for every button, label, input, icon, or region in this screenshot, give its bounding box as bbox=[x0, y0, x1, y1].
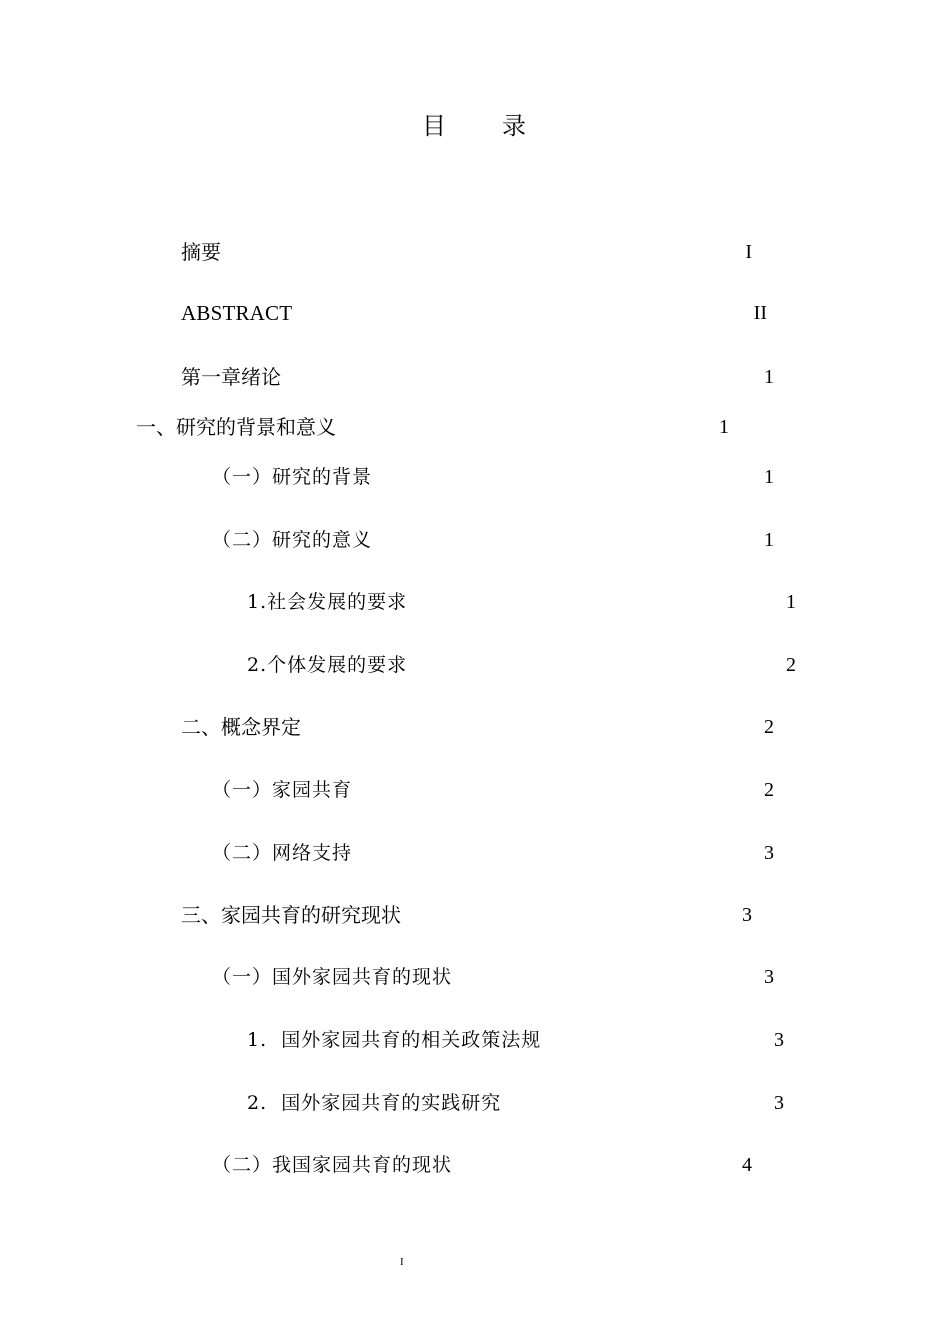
toc-leader-dots bbox=[454, 962, 762, 992]
toc-page-number: 1 bbox=[764, 466, 774, 488]
toc-leader-dots bbox=[374, 462, 762, 492]
toc-entry-label: 摘要 bbox=[181, 240, 221, 264]
toc-leader-dots bbox=[338, 412, 717, 442]
toc-page-number: 3 bbox=[764, 842, 774, 864]
toc-entry-label: 1. 国外家园共育的相关政策法规 bbox=[247, 1029, 542, 1051]
toc-leader-dots bbox=[223, 237, 743, 267]
toc-leader-dots bbox=[354, 775, 762, 805]
toc-entry-section-2-1[interactable] bbox=[212, 775, 774, 805]
toc-entry-section-3-1-2[interactable] bbox=[247, 1088, 784, 1118]
toc-page-number: II bbox=[753, 302, 767, 324]
toc-entry-section-2-2[interactable] bbox=[212, 838, 774, 868]
toc-entry-label: 2. 国外家园共育的实践研究 bbox=[247, 1092, 502, 1114]
toc-page-number: 4 bbox=[742, 1154, 752, 1176]
toc-entry-label: ABSTRACT bbox=[181, 301, 293, 325]
toc-entry-label: （二）网络支持 bbox=[212, 842, 353, 864]
toc-page-number: 1 bbox=[719, 416, 729, 438]
toc-entry-label: （二）我国家园共育的现状 bbox=[212, 1154, 453, 1176]
page-footer-number: I bbox=[400, 1256, 404, 1268]
toc-leader-dots bbox=[403, 900, 740, 930]
toc-leader-dots bbox=[409, 587, 784, 617]
toc-entry-label: 二、概念界定 bbox=[181, 715, 301, 739]
title-char-2: 录 bbox=[502, 112, 528, 140]
toc-entry-label: 第一章绪论 bbox=[181, 365, 281, 389]
toc-entry-chapter-1[interactable] bbox=[181, 362, 774, 392]
toc-page-number: 1 bbox=[764, 366, 774, 388]
toc-entry-section-3-1-1[interactable] bbox=[247, 1025, 784, 1055]
toc-leader-dots bbox=[283, 362, 762, 392]
toc-leader-dots bbox=[374, 525, 762, 555]
toc-page-number: 3 bbox=[774, 1029, 784, 1051]
toc-leader-dots bbox=[303, 712, 762, 742]
toc-entry-label: 2.个体发展的要求 bbox=[247, 654, 408, 676]
toc-entry-section-1-2[interactable] bbox=[212, 525, 774, 555]
toc-page-number: 3 bbox=[742, 904, 752, 926]
toc-entry-section-1-1[interactable] bbox=[212, 462, 774, 492]
page-title bbox=[0, 106, 950, 141]
toc-page-number: 2 bbox=[786, 654, 796, 676]
toc-leader-dots bbox=[503, 1088, 772, 1118]
toc-entry-section-1[interactable] bbox=[136, 412, 729, 442]
toc-entry-section-3-2[interactable] bbox=[212, 1150, 752, 1180]
toc-entry-label: 一、研究的背景和意义 bbox=[136, 415, 336, 439]
toc-leader-dots bbox=[409, 650, 784, 680]
title-char-1: 目 bbox=[422, 112, 448, 140]
toc-entry-label: 1.社会发展的要求 bbox=[247, 591, 408, 613]
toc-page-number: 3 bbox=[764, 966, 774, 988]
toc-page-number: 1 bbox=[786, 591, 796, 613]
toc-entry-label: （一）国外家园共育的现状 bbox=[212, 966, 453, 988]
toc-entry-label: 三、家园共育的研究现状 bbox=[181, 903, 401, 927]
toc-entry-section-2[interactable] bbox=[181, 712, 774, 742]
toc-page-number: 3 bbox=[774, 1092, 784, 1114]
toc-entry-section-3-1[interactable] bbox=[212, 962, 774, 992]
toc-entry-section-1-2-1[interactable] bbox=[247, 587, 796, 617]
toc-page-number: 2 bbox=[764, 779, 774, 801]
toc-leader-dots bbox=[543, 1025, 772, 1055]
toc-page-number: 1 bbox=[764, 529, 774, 551]
toc-entry-abstract-en[interactable] bbox=[181, 298, 767, 328]
toc-entry-abstract-cn[interactable] bbox=[181, 237, 752, 267]
toc-page-number: I bbox=[745, 241, 752, 263]
toc-page-number: 2 bbox=[764, 716, 774, 738]
toc-entry-label: （一）家园共育 bbox=[212, 779, 353, 801]
toc-leader-dots bbox=[294, 298, 751, 328]
toc-entry-label: （二）研究的意义 bbox=[212, 529, 373, 551]
toc-leader-dots bbox=[354, 838, 762, 868]
toc-leader-dots bbox=[454, 1150, 740, 1180]
toc-entry-section-1-2-2[interactable] bbox=[247, 650, 796, 680]
toc-entry-section-3[interactable] bbox=[181, 900, 752, 930]
toc-entry-label: （一）研究的背景 bbox=[212, 466, 373, 488]
